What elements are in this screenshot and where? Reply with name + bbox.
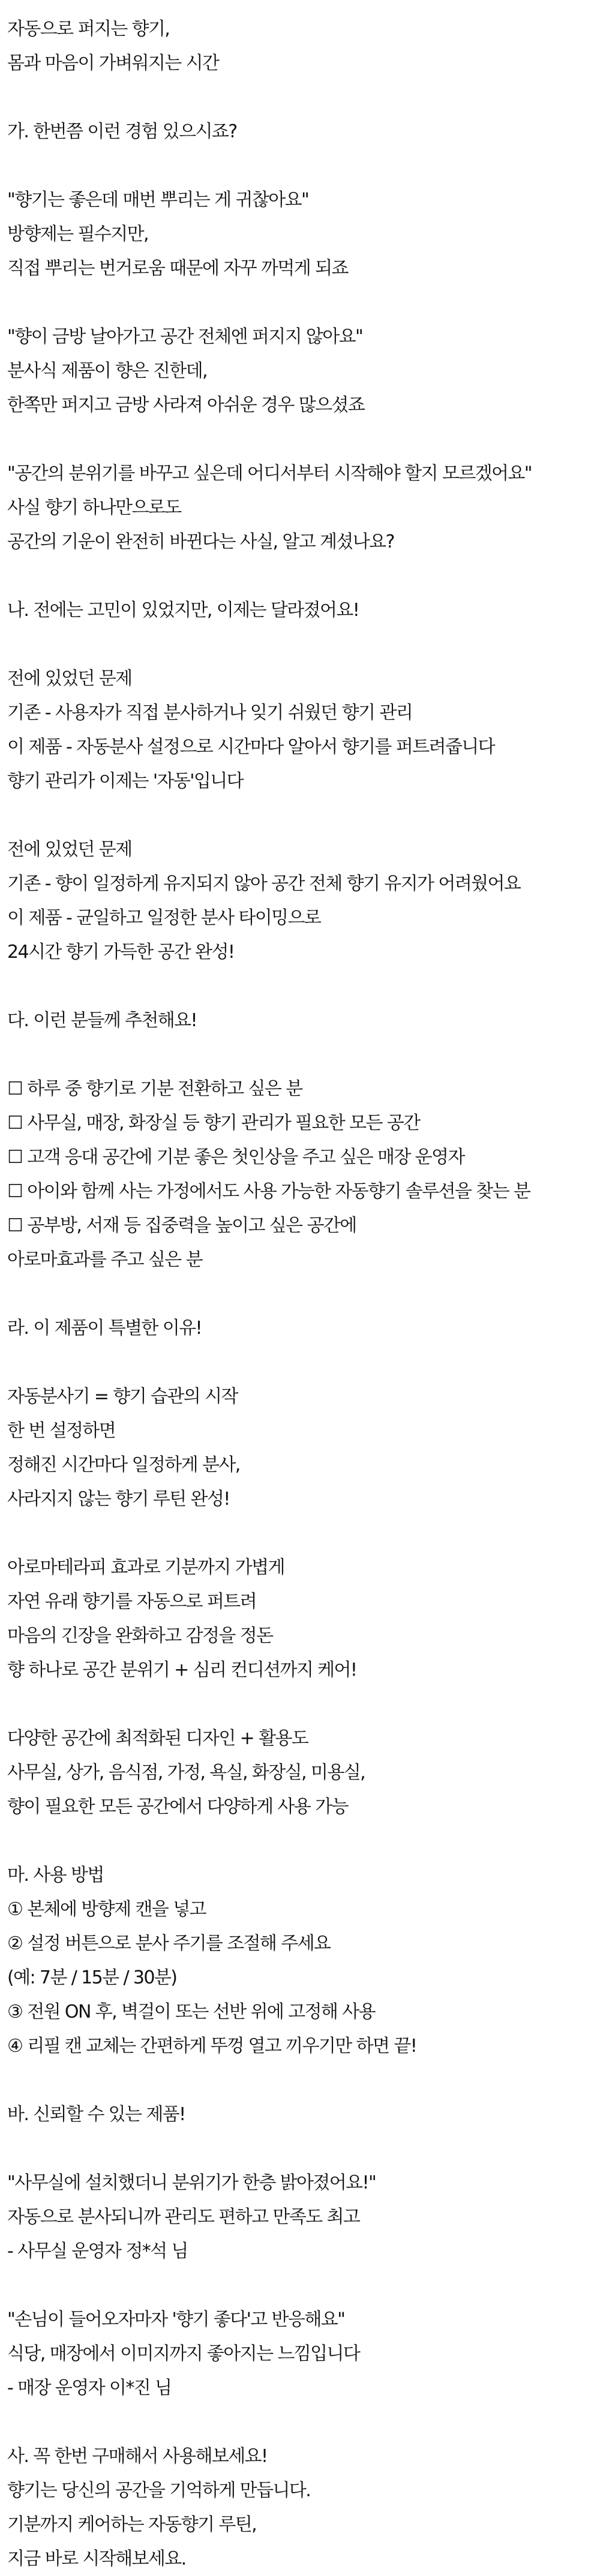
text-line: 마음의 긴장을 완화하고 감정을 정돈	[7, 1625, 273, 1646]
text-line: 아로마테라피 효과로 기분까지 가볍게	[7, 1557, 284, 1578]
text-line: 자연 유래 향기를 자동으로 퍼트려	[7, 1591, 257, 1612]
blank-line	[0, 559, 600, 593]
blank-line	[0, 2063, 600, 2097]
text-line: 몸과 마음이 가벼워지는 시간	[7, 53, 219, 74]
text-line: 식당, 매장에서 이미지까지 좋아지는 느낌입니다	[7, 2343, 360, 2364]
blank-line	[0, 149, 600, 183]
text-line: 다. 이런 분들께 추천해요!	[7, 1010, 197, 1031]
text-line: ☐ 아이와 함께 사는 가정에서도 사용 가능한 자동향기 솔루션을 찾는 분	[7, 1181, 530, 1202]
text-line: "손님이 들어오자마자 '향기 좋다'고 반응해요"	[7, 2309, 345, 2330]
blank-line	[0, 969, 600, 1003]
blank-line	[0, 80, 600, 115]
blank-line	[0, 1345, 600, 1379]
text-line: 이 제품 - 자동분사 설정으로 시간마다 알아서 향기를 퍼트려줍니다	[7, 737, 494, 758]
text-line: 이 제품 - 균일하고 일정한 분사 타이밍으로	[7, 907, 321, 928]
blank-line	[0, 1038, 600, 1072]
blank-line	[0, 285, 600, 320]
text-line: ③ 전원 ON 후, 벽걸이 또는 선반 위에 고정해 사용	[7, 2001, 375, 2022]
blank-line	[0, 627, 600, 662]
text-line: 나. 전에는 고민이 있었지만, 이제는 달라졌어요!	[7, 600, 359, 621]
text-line: 정해진 시간마다 일정하게 분사,	[7, 1454, 240, 1475]
blank-line	[0, 798, 600, 832]
text-line: ② 설정 버튼으로 분사 주기를 조절해 주세요	[7, 1933, 331, 1954]
blank-line	[0, 422, 600, 456]
text-line: ☐ 하루 중 향기로 기분 전환하고 싶은 분	[7, 1078, 302, 1099]
text-line: ☐ 공부방, 서재 등 집중력을 높이고 싶은 공간에	[7, 1215, 356, 1236]
text-line: ☐ 사무실, 매장, 화장실 등 향기 관리가 필요한 모든 공간	[7, 1113, 420, 1134]
text-line: 자동분사기 = 향기 습관의 시작	[7, 1386, 238, 1407]
text-line: 기존 - 향이 일정하게 유지되지 않아 공간 전체 향기 유지가 어려웠어요	[7, 873, 521, 894]
text-line: 사실 향기 하나만으로도	[7, 497, 181, 518]
blank-line	[0, 1516, 600, 1550]
text-line: "사무실에 설치했더니 분위기가 한층 밝아졌어요!"	[7, 2172, 376, 2193]
text-line: 사무실, 상가, 음식점, 가정, 욕실, 화장실, 미용실,	[7, 1762, 365, 1783]
text-line: (예: 7분 / 15분 / 30분)	[7, 1967, 177, 1988]
blank-line	[0, 2132, 600, 2166]
text-line: 기존 - 사용자가 직접 분사하거나 잊기 쉬웠던 향기 관리	[7, 702, 413, 723]
blank-line	[0, 1824, 600, 1858]
text-line: 자동으로 분사되니까 관리도 편하고 만족도 최고	[7, 2207, 360, 2228]
text-line: 전에 있었던 문제	[7, 839, 132, 860]
text-line: "향이 금방 날아가고 공간 전체엔 퍼지지 않아요"	[7, 326, 363, 347]
text-line: 향기는 당신의 공간을 기억하게 만듭니다.	[7, 2480, 311, 2501]
text-line: "공간의 분위기를 바꾸고 싶은데 어디서부터 시작해야 할지 모르겠어요"	[7, 463, 532, 484]
text-line: ☐ 고객 응대 공간에 기분 좋은 첫인상을 주고 싶은 매장 운영자	[7, 1147, 464, 1168]
text-line: 전에 있었던 문제	[7, 668, 132, 689]
text-line: 향이 필요한 모든 공간에서 다양하게 사용 가능	[7, 1796, 348, 1817]
text-line: 분사식 제품이 향은 진한데,	[7, 360, 207, 381]
text-line: 기분까지 케어하는 자동향기 루틴,	[7, 2514, 257, 2535]
text-line: 라. 이 제품이 특별한 이유!	[7, 1318, 202, 1339]
text-line: 한 번 설정하면	[7, 1420, 116, 1441]
text-line: "향기는 좋은데 매번 뿌리는 게 귀찮아요"	[7, 190, 309, 211]
text-line: 지금 바로 시작해보세요.	[7, 2548, 186, 2569]
text-line: - 사무실 운영자 정*석 님	[7, 2241, 188, 2262]
text-line: 향 하나로 공간 분위기 + 심리 컨디션까지 케어!	[7, 1660, 357, 1681]
text-line: 방향제는 필수지만,	[7, 224, 148, 245]
blank-line	[0, 1687, 600, 1721]
text-line: 사. 꼭 한번 구매해서 사용해보세요!	[7, 2446, 268, 2467]
text-line: 향기 관리가 이제는 '자동'입니다	[7, 771, 244, 792]
text-line: 사라지지 않는 향기 루틴 완성!	[7, 1489, 230, 1510]
text-line: 자동으로 퍼지는 향기,	[7, 19, 170, 40]
text-line: 한쪽만 퍼지고 금방 사라져 아쉬운 경우 많으셨죠	[7, 395, 365, 416]
blank-line	[0, 2405, 600, 2439]
text-line: 바. 신뢰할 수 있는 제품!	[7, 2104, 185, 2125]
text-line: 가. 한번쯤 이런 경험 있으시죠?	[7, 121, 237, 142]
text-line: 아로마효과를 주고 싶은 분	[7, 1249, 202, 1270]
text-line: - 매장 운영자 이*진 님	[7, 2377, 172, 2398]
blank-line	[0, 2268, 600, 2303]
text-line: 24시간 향기 가득한 공간 완성!	[7, 942, 235, 963]
text-line: ① 본체에 방향제 캔을 넣고	[7, 1899, 206, 1920]
text-line: 공간의 기운이 완전히 바뀐다는 사실, 알고 계셨나요?	[7, 531, 394, 552]
text-line: ④ 리필 캔 교체는 간편하게 뚜껑 열고 끼우기만 하면 끝!	[7, 2036, 417, 2057]
text-line: 다양한 공간에 최적화된 디자인 + 활용도	[7, 1728, 308, 1749]
blank-line	[0, 1277, 600, 1311]
text-line: 마. 사용 방법	[7, 1865, 104, 1886]
text-line: 직접 뿌리는 번거로움 때문에 자꾸 까먹게 되죠	[7, 258, 348, 279]
